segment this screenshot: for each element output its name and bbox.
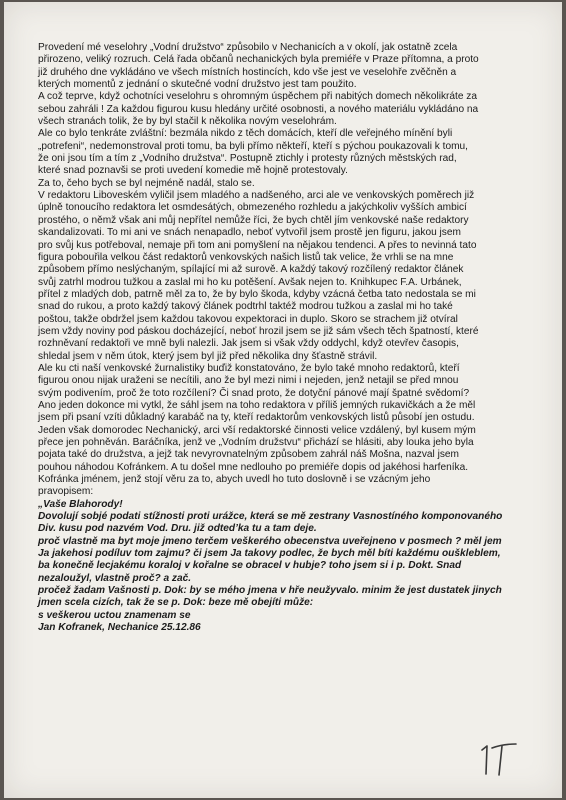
letter-signature: Jan Kofranek, Nechanice 25.12.86 xyxy=(38,622,201,634)
body-line: pro svůj kus potřeboval, nemaje při tom ani pomyšlení na nějakou tendenci. A přes to nevinná tato xyxy=(38,239,477,251)
body-line: přece jen pohněván. Baráčníka, jenž ve „Vodním družstvu“ přichází se hlásiti, aby louka jeho byla xyxy=(38,437,474,448)
body-line: skandalizovati. To mi ani ve snách nenapadlo, neboť vytvořil jsem prostě jen figuru, jakou jsem xyxy=(38,227,461,239)
body-line: úplně tonoucího redaktora let osmdesátých, obmezeného rozhledu a jakýchkoliv vyšších ambicí xyxy=(38,202,467,214)
narrative-body xyxy=(38,42,544,499)
body-line: snad do rukou, a proto každý takový článek podtrhl taktéž modrou tužkou a zaslal mi ho také xyxy=(38,301,453,313)
letter-line: Dovolují sobjé podati stížnosti proti urážce, která se mě zestrany Vasnostíného komponovaného xyxy=(38,511,503,523)
letter-line: „Vaše Blahorody! xyxy=(38,498,123,510)
document-text xyxy=(38,42,544,635)
quoted-letter xyxy=(38,499,544,635)
body-line: již druhého dne vykládáno ve všech místních hostincích, kdo vše jest ve veselohře zvěčněn a xyxy=(38,66,457,78)
body-line: Provedení mé veselohry „Vodní družstvo“ způsobilo v Nechanicích a v okolí, jak ostatně zcela xyxy=(38,42,458,53)
body-line: Ale ku cti naší venkovské žurnalistiky buďiž konstatováno, že bylo také mnoho redaktorů, kteří xyxy=(38,362,460,374)
body-line: Ale co bylo tenkráte zvláštní: bezmála nikdo z těch domácích, kteří dle veřejného mínění byli xyxy=(38,128,453,140)
body-line: prostého, o němž však ani můj nepřítel nemůže říci, že bych chtěl jím venkovské naše redaktory xyxy=(38,214,469,226)
letter-line: ba konečně lecjakému koraloj v kořalne se obracel v hubje? toho jsem si i p. Dokt. Snad xyxy=(38,560,462,572)
letter-line: Div. kusu pod nazvém Vod. Dru. již odted’ka tu a tam deje. xyxy=(38,523,317,535)
body-line: které snad poznavši se proti uvedení komedie mě hojně protestovaly. xyxy=(38,165,348,177)
body-line: všech stranách tolik, že by byl stačil k několika novým veselohrám. xyxy=(38,116,337,128)
body-line: že oni jsou tím a tím z „Vodního družstva“. Postupně ztichly i protesty různých městských rad, xyxy=(38,153,457,165)
body-line: jsem při psaní vzíti důkladný karabáč na ty, kteří redaktorům venkovských listů působí jen ostudu. xyxy=(38,412,475,424)
body-line: přítel z mladých dob, patrně měl za to, že by bylo škoda, kdyby vzácná četba tato nedostala se mi xyxy=(38,288,476,300)
body-line: Jeden však domorodec Nechanický, arci vší redaktorské činnosti velice vzdálený, byl kusem mým xyxy=(38,424,476,436)
letter-line: proč vlastně ma byt moje jmeno terčem veškerého obecenstva uveřejneno v posmech ? měl jem xyxy=(38,535,502,547)
body-line: pravopisem: xyxy=(38,486,94,498)
letter-line: jmen scela cizích, tak že se p. Dok: beze mě obejíti může: xyxy=(38,597,314,609)
letter-line: s veškerou uctou znamenam se xyxy=(38,609,191,621)
body-line: pojata také do družstva, a jejž tak nevyrovnatelným způsobem zahrál náš Mošna, nazval jsem xyxy=(38,449,459,461)
body-line: Ano jeden dokonce mi vytkl, že sáhl jsem na toho redaktora v příliš jemných rukavičkách a že měl xyxy=(38,399,476,411)
body-line: svůj zatrhl modrou tužkou a zaslal mi ho ku potěšení. Avšak nejen to. Knihkupec F.A. Urbánek, xyxy=(38,276,462,288)
body-line: způsobem přímo neslýchaným, spílající mi až surově. A každý takový rozčílený redaktor článek xyxy=(38,264,464,276)
paper-sheet xyxy=(4,2,562,798)
letter-line: pročež žadam Vašnosti p. Dok: by se mého jmena v hře neužyvalo. minim že jest dustatek jinych xyxy=(38,585,502,597)
body-line: kterých momentů z jednání o skutečné vodní družstvo jest tam použito. xyxy=(38,79,357,91)
body-line: „potrefeni“, nedemonstroval proti tomu, ba byli přímo někteří, kteří s pýchou poukazovali k tomu, xyxy=(38,140,468,152)
letter-line: nezaloužyl, vlastně proč? a zač. xyxy=(38,572,192,584)
body-line: sebou zahráli ! Za každou figurou kusu hledány určité osobnosti, a nového materiálu vykládáno na xyxy=(38,103,479,115)
body-line: pouhou náhodou Kofránkem. A tu došel mne nedlouho po premiéře dopis od jakéhosi harfeníka. xyxy=(38,461,469,473)
body-line: shledal jsem v něm útok, který jsem byl již před několika dny šťastně strávil. xyxy=(38,350,378,362)
body-line: figura pobouřila velkou část redaktorů venkovských našich listů tak velice, že vrhli se na mne xyxy=(38,251,454,263)
body-line: V redaktoru Liboveském vyličil jsem mladého a nadšeného, arci ale ve venkovských poměrech již xyxy=(38,190,475,202)
body-line: Kofránka jménem, jenž stojí věru za to, abych uvedl ho tuto doslovně i se vzácným jeho xyxy=(38,474,431,486)
handwritten-page-mark xyxy=(476,740,522,780)
body-line: přirozeno, veliký rozruch. Celá řada občanů nechanických byla premiéře v Praze přítomna, a proto xyxy=(38,54,479,66)
body-line: Za to, čeho bych se byl nejméně nadál, stalo se. xyxy=(38,177,255,189)
body-line: rozhněvaní redaktoři ve mně byli nalezli. Jak jsem si však vždy oddychl, když otevřev časopis, xyxy=(38,338,459,350)
body-line: poštou, takže obdržel jsem každou takovou expektoraci in duplo. Skoro se strachem již otvíral xyxy=(38,313,458,325)
letter-line: Ja jakehosi podíluv tom zajmu? či jsem Ja takovy podlec, že bych měl bíti každému ouškleblem, xyxy=(38,548,501,560)
body-line: jsem vždy noviny pod páskou docházející, neboť hrozil jsem se již sám všech těch špatností, které xyxy=(38,325,479,337)
body-line: figurou onou nijak uraženi se necítili, ano že byl mezi nimi i nejeden, jenž netajil se před mnou xyxy=(38,375,459,387)
body-line: svým podivením, proč že toto rozčílení? Či snad proto, že dotyční pánové mají špatné svědomí? xyxy=(38,387,470,399)
body-line: A což teprve, když ochotníci veselohru s ohromným úspěchem při nabitých domech několikráte za xyxy=(38,91,477,103)
